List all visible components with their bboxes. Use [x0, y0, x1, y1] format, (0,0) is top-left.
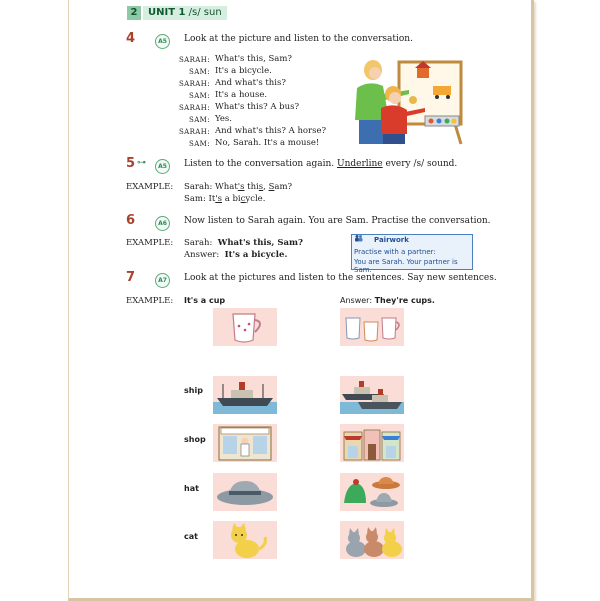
instruction-text: Listen to the conversation again.: [184, 159, 337, 169]
example-label: EXAMPLE:: [126, 296, 174, 306]
pairwork-people-icon: [354, 232, 364, 244]
page-number: 2: [127, 6, 141, 20]
pairwork-title: Pairwork: [374, 236, 409, 244]
pairwork-line: You are Sarah. Your partner is Sam.: [354, 258, 458, 274]
hat-picture: [213, 473, 277, 511]
word-label: hat: [184, 484, 199, 493]
pairwork-box: [351, 234, 473, 274]
left-caption: It's a cup: [184, 296, 226, 305]
ships-icon: [340, 376, 404, 414]
example-line: [184, 194, 265, 204]
underlined-s: S: [268, 182, 275, 192]
speaker-label: SAM:: [189, 140, 210, 148]
ship-icon: [213, 376, 277, 414]
text: thi: [244, 182, 259, 192]
cups-picture: [340, 308, 404, 346]
exercise-6-instruction: Now listen to Sarah again. You are Sam. Practise the conversation.: [184, 216, 491, 226]
speaker-label: Answer:: [184, 250, 220, 260]
text: a bi: [222, 194, 241, 204]
unit-label: UNIT 1: [148, 7, 186, 18]
cats-picture: [340, 521, 404, 559]
dialogue-line: No, Sarah. It's a mouse!: [215, 138, 320, 148]
example-line: [184, 238, 303, 248]
dialogue-line: And what's this?: [215, 78, 286, 88]
shops-picture: [340, 424, 404, 462]
exercise-4-number: 4: [126, 31, 136, 46]
speaker-label: SARAH:: [178, 128, 210, 136]
ships-picture: [340, 376, 404, 414]
word-label: cat: [184, 532, 198, 541]
hats-picture: [340, 473, 404, 511]
example-text: What's this, Sam?: [217, 238, 303, 248]
speaker-label: Sarah:: [184, 238, 213, 248]
sarah-and-sam-illustration: [347, 54, 475, 146]
pairwork-line: Practise with a partner:: [354, 248, 436, 256]
dialogue-line: What's this, Sam?: [215, 54, 292, 64]
exercise-6-number: 6: [126, 213, 136, 228]
unit-topic: /s/ sun: [188, 7, 222, 18]
speaker-label: SARAH:: [178, 104, 210, 112]
exercise-4-instruction: Look at the picture and listen to the conversation.: [184, 34, 413, 44]
underlined-s: 's: [215, 194, 222, 204]
exercise-7-instruction: Look at the pictures and listen to the sentences. Say new sentences.: [184, 273, 497, 283]
speaker-label: SARAH:: [178, 80, 210, 88]
textbook-page: [68, 0, 534, 601]
instruction-underlined: Underline: [336, 159, 383, 169]
cat-icon: [213, 521, 277, 559]
exercise-7-number: 7: [126, 270, 136, 285]
shops-icon: [340, 424, 404, 462]
instruction-text: every /s/ sound.: [382, 159, 458, 169]
example-text: It's a bicycle.: [224, 250, 288, 260]
speaker-label: SARAH:: [178, 56, 210, 64]
right-caption: [340, 296, 435, 305]
dialogue-line: Yes.: [215, 114, 232, 124]
text: Sam: It: [184, 194, 216, 204]
cd-icon: A6: [155, 216, 170, 231]
speaker-label: SAM:: [189, 92, 210, 100]
text: Sarah: What: [184, 182, 238, 192]
shop-picture: [213, 424, 277, 462]
underlined-s: 's: [237, 182, 245, 192]
example-line: [184, 182, 292, 192]
dialogue-line: It's a bicycle.: [215, 66, 272, 76]
cups-icon: [340, 308, 404, 346]
dialogue-line: What's this? A bus?: [215, 102, 299, 112]
cd-icon: A7: [155, 273, 170, 288]
dialogue-line: It's a house.: [215, 90, 268, 100]
cup-icon: [213, 308, 277, 346]
word-label: shop: [184, 435, 206, 444]
text: ,: [263, 182, 269, 192]
hat-icon: [213, 473, 277, 511]
cat-picture: [213, 521, 277, 559]
unit-header: [143, 6, 227, 20]
text: am?: [274, 182, 293, 192]
example-line: [184, 250, 287, 260]
dialogue-line: And what's this? A horse?: [215, 126, 327, 136]
speaker-label: SAM:: [189, 116, 210, 124]
ship-picture: [213, 376, 277, 414]
underlined-s: c: [240, 194, 246, 204]
shop-icon: [213, 424, 277, 462]
key-icon: ⊶: [137, 158, 146, 168]
text: ycle.: [245, 194, 266, 204]
caption-label: Answer:: [340, 296, 373, 305]
hats-icon: [340, 473, 404, 511]
underlined-s: s: [258, 182, 264, 192]
cd-icon: A5: [155, 159, 170, 174]
word-label: ship: [184, 386, 203, 395]
example-label: EXAMPLE:: [126, 238, 174, 248]
exercise-5-number: 5: [126, 156, 136, 171]
cup-picture: [213, 308, 277, 346]
caption-text: They're cups.: [374, 296, 435, 305]
cd-icon: A5: [155, 34, 170, 49]
example-label: EXAMPLE:: [126, 182, 174, 192]
exercise-5-instruction: [184, 159, 457, 169]
speaker-label: SAM:: [189, 68, 210, 76]
cats-icon: [340, 521, 404, 559]
